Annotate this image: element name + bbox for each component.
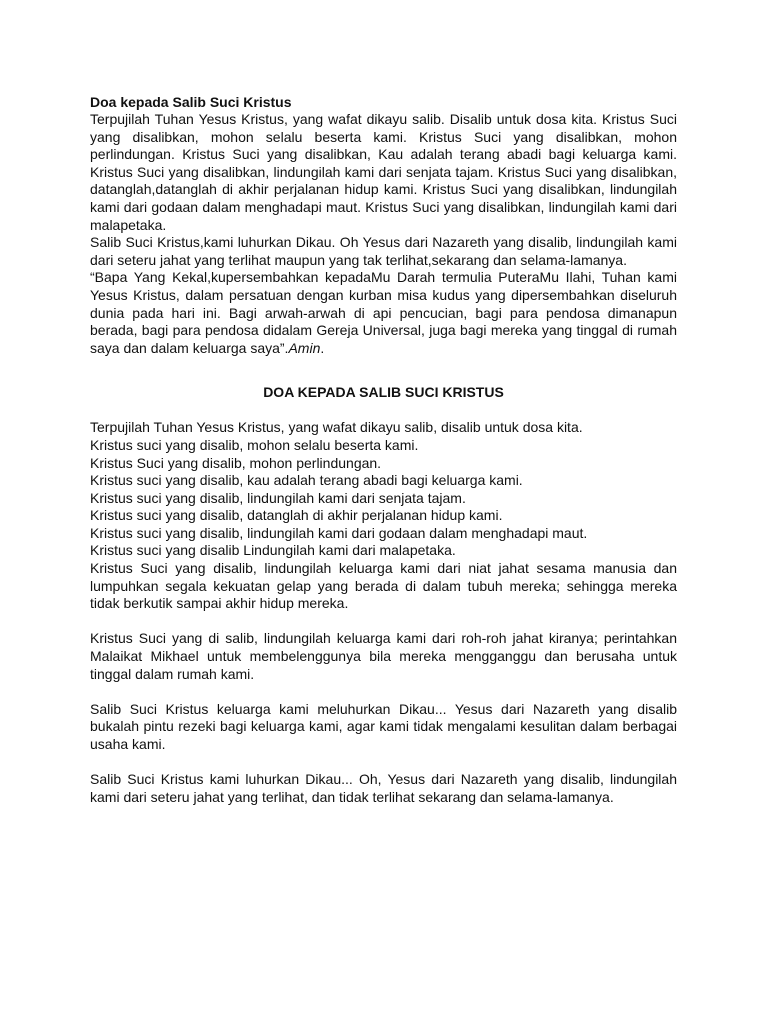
section2-paragraph-d: Salib Suci Kristus kami luhurkan Dikau... Oh, Yesus dari Nazareth yang disalib, lindungilah kami dari seteru jahat yang terlihat, dan tidak terlihat sekarang dan selama-lamanya.: [90, 771, 677, 805]
prayer-line: Kristus suci yang disalib, kau adalah terang abadi bagi keluarga kami.: [90, 472, 523, 489]
section1-paragraph-3-text: “Bapa Yang Kekal,kupersembahkan kepadaMu Darah termulia PuteraMu Ilahi, Tuhan kami Yesus Kristus, dalam persatuan dengan kurban misa kudus yang dipersembahkan diseluruh dunia pada hari ini. Bagi arwah-arwah di api pencucian, bagi para pendosa dimanapun berada, bagi para pendosa didalam Gereja Universal, juga bagi mereka yang tinggal di rumah saya dan dalam keluarga saya”.: [90, 269, 677, 356]
section2-paragraph-a: Kristus Suci yang disalib, lindungilah keluarga kami dari niat jahat sesama manusia dan lumpuhkan segala kekuatan gelap yang berada di dalam tubuh mereka; sehingga mereka tidak berkutik sampai akhir hidup mereka.: [90, 560, 677, 612]
amen-text: Amin: [288, 339, 321, 356]
document-page: [90, 93, 677, 806]
prayer-line: Terpujilah Tuhan Yesus Kristus, yang wafat dikayu salib, disalib untuk dosa kita.: [90, 419, 583, 436]
prayer-line: Kristus suci yang disalib, mohon selalu beserta kami.: [90, 436, 419, 453]
section2-title: DOA KEPADA SALIB SUCI KRISTUS: [263, 384, 504, 401]
section1-paragraph-1: Terpujilah Tuhan Yesus Kristus, yang wafat dikayu salib. Disalib untuk dosa kita. Kristus Suci yang disalibkan, mohon selalu beserta kami. Kristus Suci yang disalibkan, mohon perlindungan. Kristus Suci yang disalibkan, Kau adalah terang abadi bagi keluarga kami. Kristus Suci yang disalibkan, lindungilah kami dari senjata tajam. Kristus Suci yang disalibkan, datanglah,datanglah di akhir perjalanan hidup kami. Kristus Suci yang disalibkan, lindungilah kami dari godaan dalam menghadapi maut. Kristus Suci yang disalibkan, lindungilah kami dari malapetaka.: [90, 111, 677, 233]
prayer-line: Kristus suci yang disalib Lindungilah kami dari malapetaka.: [90, 542, 456, 559]
section2-paragraph-b: Kristus Suci yang di salib, lindungilah keluarga kami dari roh-roh jahat kiranya; perintahkan Malaikat Mikhael untuk membelenggunya bila mereka mengganggu dan berusaha untuk tinggal dalam rumah kami.: [90, 630, 677, 682]
section2-paragraph-c: Salib Suci Kristus keluarga kami meluhurkan Dikau... Yesus dari Nazareth yang disalib bukalah pintu rezeki bagi keluarga kami, agar kami tidak mengalami kesulitan dalam berbagai usaha kami.: [90, 700, 677, 752]
amen-period: .: [320, 339, 325, 356]
prayer-line: Kristus suci yang disalib, lindungilah kami dari godaan dalam menghadapi maut.: [90, 524, 588, 541]
prayer-line: Kristus Suci yang disalib, mohon perlindungan.: [90, 454, 382, 471]
prayer-lines: [90, 419, 677, 560]
section1-title: Doa kepada Salib Suci Kristus: [90, 94, 292, 110]
section1-paragraph-3: [90, 269, 677, 357]
prayer-line: Kristus suci yang disalib, lindungilah kami dari senjata tajam.: [90, 489, 466, 506]
section1-paragraph-2: Salib Suci Kristus,kami luhurkan Dikau. Oh Yesus dari Nazareth yang disalib, lindungilah kami dari seteru jahat yang terlihat maupun yang tak terlihat,sekarang dan selama-lamanya.: [90, 234, 677, 268]
prayer-line: Kristus suci yang disalib, datanglah di akhir perjalanan hidup kami.: [90, 507, 503, 524]
